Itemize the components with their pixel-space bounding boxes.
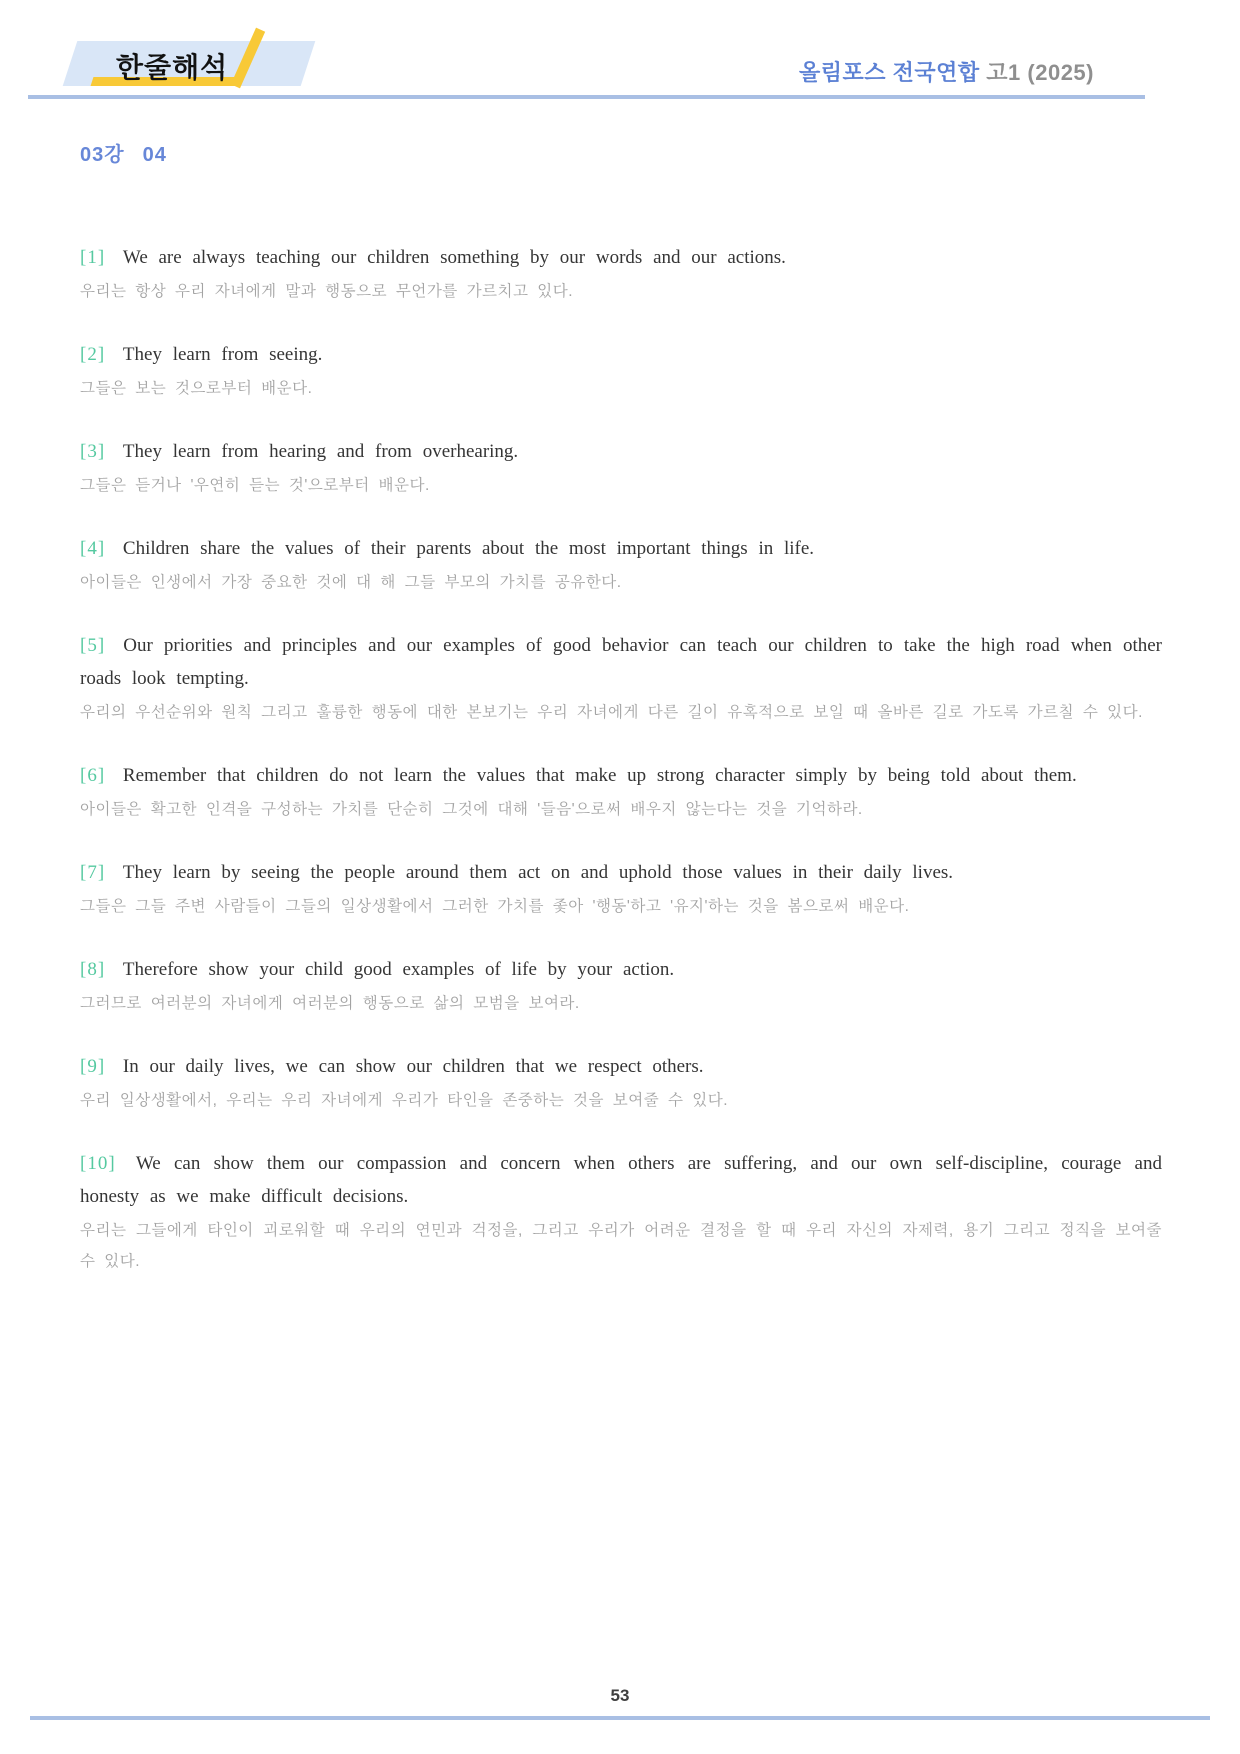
sentence-block	[80, 435, 1162, 501]
sentence-number: [2]	[80, 344, 117, 365]
sentence-english-text: They learn from seeing.	[122, 344, 323, 365]
sentence-english-text: Our priorities and principles and our examples of good behavior can teach our children to take the high road when other roads look tempting.	[80, 635, 1163, 689]
sentence-number: [8]	[80, 959, 117, 980]
sentence-number: [1]	[80, 247, 117, 268]
sentence-number: [4]	[80, 538, 117, 559]
sentence-block	[80, 532, 1162, 598]
section-item-number: 04	[142, 144, 167, 166]
sentence-english-text: Therefore show your child good examples of life by your action.	[122, 959, 675, 980]
document-title	[799, 56, 1094, 87]
sentence-english-text: They learn from hearing and from overhearing.	[122, 441, 519, 462]
header-badge-label: 한줄해석	[116, 52, 229, 83]
document-title-series: 올림포스 전국연합	[799, 60, 980, 85]
sentence-block	[80, 1147, 1162, 1277]
section-label	[80, 138, 1162, 167]
header-divider-line	[28, 95, 1145, 99]
sentence-number: [6]	[80, 765, 117, 786]
sentence-english-text: We are always teaching our children something by our words and our actions.	[122, 247, 786, 268]
sentence-english	[80, 338, 1162, 371]
sentence-korean-translation: 아이들은 인생에서 가장 중요한 것에 대 해 그들 부모의 가치를 공유한다.	[80, 574, 622, 591]
sentence-block	[80, 1050, 1162, 1116]
sentence-korean-translation: 그러므로 여러분의 자녀에게 여러분의 행동으로 삶의 모범을 보여라.	[80, 995, 580, 1012]
sentence-korean-translation: 우리 일상생활에서, 우리는 우리 자녀에게 우리가 타인을 존중하는 것을 보여줄 수 있다.	[80, 1092, 729, 1109]
sentence-list	[80, 241, 1162, 1277]
sentence-korean-translation: 그들은 보는 것으로부터 배운다.	[80, 380, 313, 397]
sentence-number: [3]	[80, 441, 117, 462]
sentence-english	[80, 532, 1162, 565]
sentence-english	[80, 1147, 1162, 1213]
sentence-block	[80, 241, 1162, 307]
sentence-block	[80, 338, 1162, 404]
sentence-block	[80, 759, 1162, 825]
sentence-korean-translation: 우리의 우선순위와 원칙 그리고 훌륭한 행동에 대한 본보기는 우리 자녀에게 다른 길이 유혹적으로 보일 때 올바른 길로 가도록 가르칠 수 있다.	[80, 704, 1143, 721]
sentence-korean-translation: 그들은 그들 주변 사람들이 그들의 일상생활에서 그러한 가치를 좇아 '행동'하고 '유지'하는 것을 봄으로써 배운다.	[80, 898, 910, 915]
sentence-english-text: They learn by seeing the people around them act on and uphold those values in their daily lives.	[122, 862, 954, 883]
sentence-korean-translation: 아이들은 확고한 인격을 구성하는 가치를 단순히 그것에 대해 '들음'으로써 배우지 않는다는 것을 기억하라.	[80, 801, 863, 818]
sentence-korean-translation: 그들은 듣거나 '우연히 듣는 것'으로부터 배운다.	[80, 477, 430, 494]
sentence-block	[80, 953, 1162, 1019]
sentence-english	[80, 953, 1162, 986]
sentence-number: [10]	[80, 1153, 130, 1174]
sentence-english	[80, 856, 1162, 889]
sentence-number: [7]	[80, 862, 117, 883]
sentence-english-text: In our daily lives, we can show our children that we respect others.	[122, 1056, 704, 1077]
sentence-english	[80, 629, 1162, 695]
page-number: 53	[610, 1686, 630, 1705]
section-lecture-number: 03강	[80, 144, 125, 166]
sentence-english-text: We can show them our compassion and concern when others are suffering, and our own self-discipline, courage and honesty as we make difficult decisions.	[80, 1153, 1162, 1207]
sentence-number: [5]	[80, 635, 118, 656]
sentence-english	[80, 241, 1162, 274]
content-area	[80, 138, 1162, 1308]
sentence-english	[80, 1050, 1162, 1083]
sentence-english	[80, 435, 1162, 468]
sentence-english-text: Children share the values of their parents about the most important things in life.	[122, 538, 815, 559]
sentence-english	[80, 759, 1162, 792]
sentence-korean-translation: 우리는 그들에게 타인이 괴로워할 때 우리의 연민과 걱정을, 그리고 우리가 어려운 결정을 할 때 우리 자신의 자제력, 용기 그리고 정직을 보여줄 수 있다.	[80, 1222, 1162, 1270]
sentence-number: [9]	[80, 1056, 117, 1077]
sentence-block	[80, 856, 1162, 922]
sentence-block	[80, 629, 1162, 728]
footer-divider-line	[30, 1716, 1210, 1720]
sentence-english-text: Remember that children do not learn the values that make up strong character simply by being told about them.	[122, 765, 1077, 786]
sentence-korean-translation: 우리는 항상 우리 자녀에게 말과 행동으로 무언가를 가르치고 있다.	[80, 283, 574, 300]
document-title-grade-year: 고1 (2025)	[986, 60, 1094, 85]
